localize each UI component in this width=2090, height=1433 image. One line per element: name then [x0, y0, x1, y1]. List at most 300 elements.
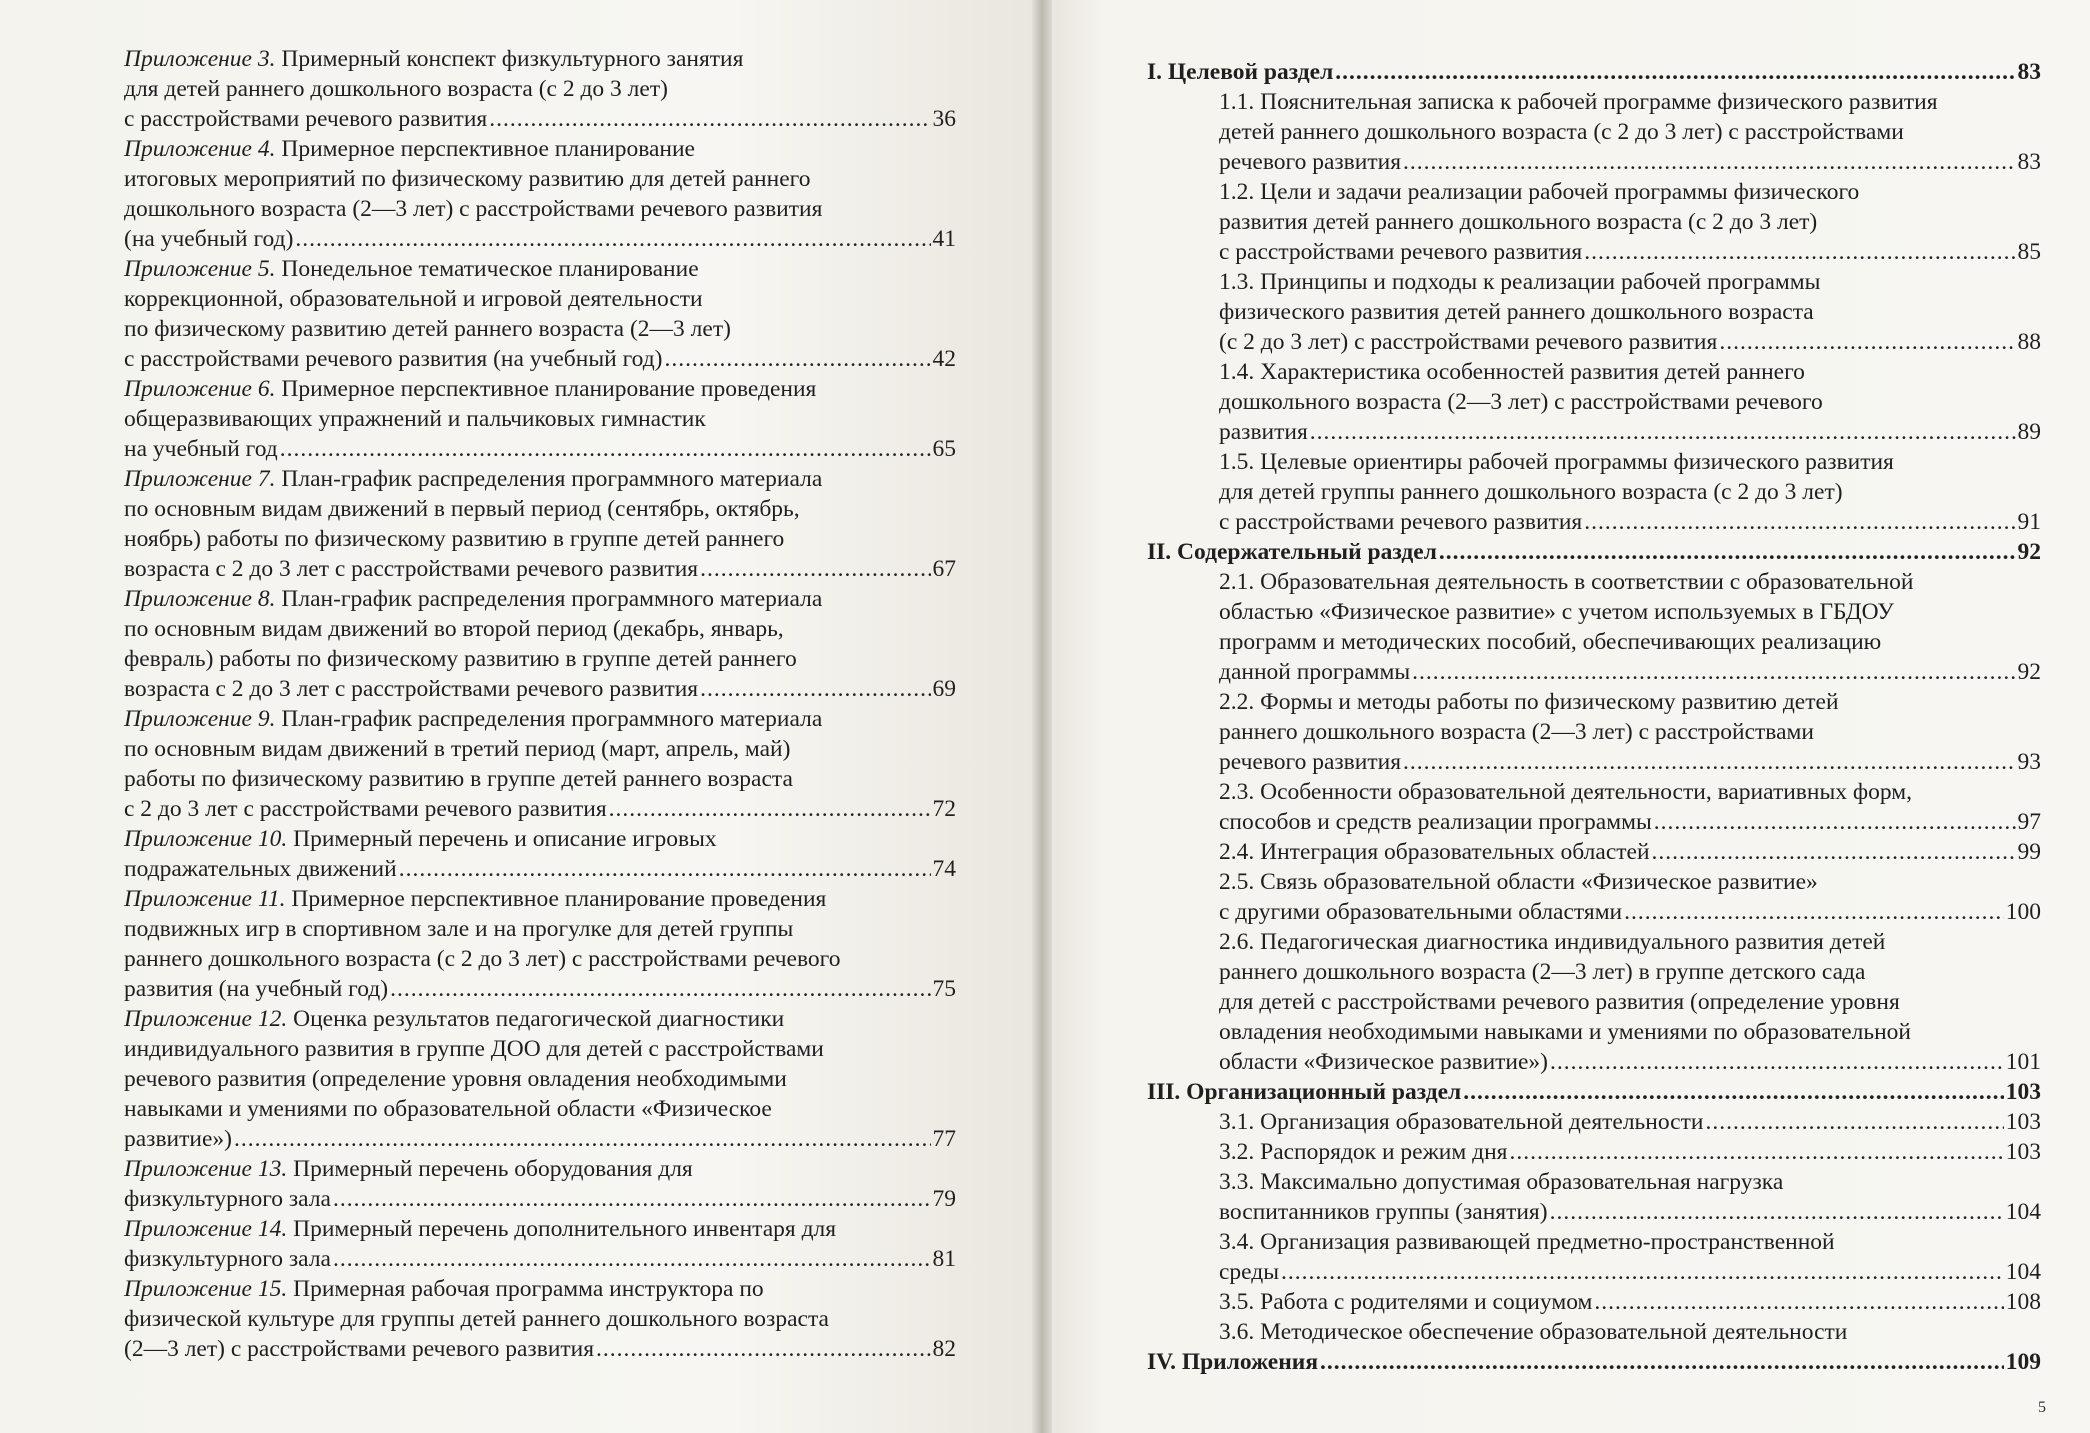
toc-line — [1219, 387, 2041, 417]
toc-line — [124, 1004, 956, 1034]
toc-subsection-entry[interactable] — [1147, 357, 2041, 447]
page-ref: 108 — [2005, 1289, 2041, 1315]
toc-subsection-entry[interactable] — [1147, 777, 2041, 837]
appendix-title: Примерный конспект физкультурного занятия — [275, 46, 744, 72]
toc-line-text: раннего дошкольного возраста (2—3 лет) с расстройствами — [1219, 719, 1814, 745]
dot-leader — [1310, 417, 2016, 447]
toc-line — [124, 1184, 956, 1214]
toc-line — [124, 884, 956, 914]
toc-line-text: 3.3. Максимально допустимая образовательная нагрузка — [1219, 1169, 1784, 1195]
toc-subsection-entry[interactable] — [1147, 567, 2041, 687]
toc-line — [124, 374, 956, 404]
appendix-label: Приложение 3. — [124, 46, 276, 72]
toc-line-text: для детей группы раннего дошкольного возраста (с 2 до 3 лет) — [1219, 479, 1843, 505]
dot-leader — [1550, 1197, 2004, 1227]
toc-line-text: среды — [1219, 1259, 1280, 1285]
appendix-title: Оценка результатов педагогической диагностики — [287, 1006, 785, 1032]
toc-line — [124, 134, 956, 164]
toc-appendix-entry[interactable] — [124, 824, 956, 884]
toc-line-text: раннего дошкольного возраста (2—3 лет) в группе детского сада — [1219, 959, 1866, 985]
page-ref: 97 — [2017, 809, 2041, 835]
toc-section-heading[interactable] — [1147, 1347, 2041, 1377]
appendix-title: Примерное перспективное планирование проведения — [275, 376, 817, 402]
page-ref: 83 — [2017, 59, 2041, 85]
left-page — [0, 0, 1040, 1433]
page-ref: 83 — [2017, 149, 2041, 175]
page-ref: 104 — [2005, 1199, 2041, 1225]
dot-leader — [1463, 1077, 2004, 1107]
toc-line-text: итоговых мероприятий по физическому развитию для детей раннего — [124, 166, 811, 192]
toc-line — [124, 1244, 956, 1274]
page-ref: 79 — [932, 1186, 956, 1212]
toc-line-text: детей раннего дошкольного возраста (с 2 до 3 лет) с расстройствами — [1219, 119, 1904, 145]
toc-line-text: февраль) работы по физическому развитию в группе детей раннего — [124, 646, 797, 672]
appendix-label: Приложение 7. — [124, 466, 276, 492]
page-ref: 41 — [932, 226, 956, 252]
appendix-title: Примерный перечень оборудования для — [287, 1156, 693, 1182]
toc-line — [124, 524, 956, 554]
toc-line-text: физкультурного зала — [124, 1246, 331, 1272]
toc-line-text — [124, 886, 826, 912]
toc-line — [124, 1064, 956, 1094]
toc-line-text: овладения необходимыми навыками и умениями по образовательной — [1219, 1019, 1911, 1045]
toc-line — [124, 344, 956, 374]
toc-appendix-entry[interactable] — [124, 584, 956, 704]
dot-leader — [1594, 1287, 2003, 1317]
toc-section-heading[interactable] — [1147, 537, 2041, 567]
toc-line-text: III. Организационный раздел — [1147, 1079, 1462, 1105]
page-ref: 42 — [932, 346, 956, 372]
toc-line — [124, 104, 956, 134]
toc-line-text: для детей с расстройствами речевого развития (определение уровня — [1219, 989, 1900, 1015]
toc-line-text: 1.3. Принципы и подходы к реализации рабочей программы — [1219, 269, 1821, 295]
toc-line — [124, 734, 956, 764]
toc-line — [124, 644, 956, 674]
toc-line — [1219, 1167, 2041, 1197]
toc-line — [1147, 1347, 2041, 1377]
toc-line — [124, 254, 956, 284]
toc-line-text: по основным видам движений в третий период (март, апрель, май) — [124, 736, 791, 762]
appendix-title: План-график распределения программного материала — [275, 706, 823, 732]
appendix-title: Примерный перечень и описание игровых — [287, 826, 717, 852]
dot-leader — [1705, 1107, 2003, 1137]
toc-line — [1219, 717, 2041, 747]
toc-line-text: с расстройствами речевого развития — [1219, 239, 1583, 265]
toc-line — [1219, 807, 2041, 837]
toc-subsection-entry[interactable] — [1147, 1167, 2041, 1227]
toc-line-text: 3.1. Организация образовательной деятельности — [1219, 1109, 1704, 1135]
toc-subsection-entry[interactable] — [1147, 867, 2041, 927]
toc-appendix-entry[interactable] — [124, 884, 956, 1004]
toc-subsection-entry[interactable] — [1147, 1317, 2041, 1347]
toc-subsection-entry[interactable] — [1147, 447, 2041, 537]
toc-sections — [1147, 57, 2041, 1377]
toc-line-text: с расстройствами речевого развития — [1219, 509, 1583, 535]
right-page — [1044, 0, 2090, 1433]
toc-appendix-entry[interactable] — [124, 44, 956, 134]
toc-line-text: 2.6. Педагогическая диагностика индивидуального развития детей — [1219, 929, 1886, 955]
appendix-label: Приложение 14. — [124, 1216, 288, 1242]
toc-line — [124, 434, 956, 464]
dot-leader — [1624, 897, 2004, 927]
page-ref: 99 — [2017, 839, 2041, 865]
toc-subsection-entry[interactable] — [1147, 837, 2041, 867]
toc-line — [124, 764, 956, 794]
page-ref: 103 — [2005, 1079, 2041, 1105]
toc-line-text — [124, 826, 717, 852]
toc-line-text — [124, 136, 695, 162]
page-ref: 67 — [932, 556, 956, 582]
page-ref: 85 — [2017, 239, 2041, 265]
toc-section-heading[interactable] — [1147, 1077, 2041, 1107]
toc-line — [1147, 537, 2041, 567]
toc-line — [1219, 447, 2041, 477]
toc-line — [1219, 327, 2041, 357]
toc-line-text: развитие») — [124, 1126, 232, 1152]
page-ref: 92 — [2017, 539, 2041, 565]
dot-leader — [1320, 1347, 2004, 1377]
toc-line — [1147, 1077, 2041, 1107]
toc-line-text — [124, 1216, 836, 1242]
toc-appendix-entry[interactable] — [124, 704, 956, 824]
page-ref: 81 — [932, 1246, 956, 1272]
toc-line-text: данной программы — [1219, 659, 1411, 685]
toc-appendix-entry[interactable] — [124, 1214, 956, 1274]
toc-line-text: возраста с 2 до 3 лет с расстройствами речевого развития — [124, 556, 699, 582]
toc-line-text: 2.2. Формы и методы работы по физическому развитию детей — [1219, 689, 1839, 715]
toc-line-text: 1.1. Пояснительная записка к рабочей программе физического развития — [1219, 89, 1938, 115]
book-gutter — [1032, 0, 1052, 1433]
page-ref: 65 — [932, 436, 956, 462]
toc-line — [1219, 1107, 2041, 1137]
toc-line-text — [124, 1276, 764, 1302]
toc-line-text: II. Содержательный раздел — [1147, 539, 1437, 565]
toc-line — [124, 164, 956, 194]
dot-leader — [1509, 1137, 2003, 1167]
toc-line — [124, 494, 956, 524]
toc-line-text — [124, 586, 822, 612]
toc-subsection-entry[interactable] — [1147, 177, 2041, 267]
toc-line-text: 1.5. Целевые ориентиры рабочей программы физического развития — [1219, 449, 1894, 475]
page-ref: 77 — [932, 1126, 956, 1152]
toc-line — [124, 1094, 956, 1124]
toc-line — [124, 974, 956, 1004]
toc-line — [1219, 147, 2041, 177]
toc-subsection-entry[interactable] — [1147, 87, 2041, 177]
toc-line — [124, 824, 956, 854]
page-ref: 93 — [2017, 749, 2041, 775]
toc-line-text: с 2 до 3 лет с расстройствами речевого развития — [124, 796, 607, 822]
toc-line-text: развития (на учебный год) — [124, 976, 389, 1002]
toc-subsection-entry[interactable] — [1147, 1107, 2041, 1137]
toc-line-text: по основным видам движений во второй период (декабрь, январь, — [124, 616, 784, 642]
toc-line — [1219, 237, 2041, 267]
toc-line — [1219, 177, 2041, 207]
toc-line-text: IV. Приложения — [1147, 1349, 1319, 1375]
toc-line-text: 1.2. Цели и задачи реализации рабочей программы физического — [1219, 179, 1860, 205]
toc-line — [1219, 687, 2041, 717]
toc-line — [124, 794, 956, 824]
toc-line-text: дошкольного возраста (2—3 лет) с расстройствами речевого развития — [124, 196, 823, 222]
toc-line — [124, 1034, 956, 1064]
toc-appendix-entry[interactable] — [124, 1154, 956, 1214]
toc-line — [1219, 987, 2041, 1017]
toc-line — [124, 854, 956, 884]
page-ref: 91 — [2017, 509, 2041, 535]
toc-line — [124, 1304, 956, 1334]
toc-section-heading[interactable] — [1147, 57, 2041, 87]
dot-leader — [1652, 837, 2016, 867]
appendix-label: Приложение 13. — [124, 1156, 288, 1182]
toc-line — [124, 194, 956, 224]
toc-line — [124, 314, 956, 344]
toc-line — [1219, 297, 2041, 327]
toc-line — [1219, 477, 2041, 507]
toc-line — [124, 1334, 956, 1364]
toc-line — [1219, 117, 2041, 147]
toc-appendix-entry[interactable] — [124, 254, 956, 374]
toc-subsection-entry[interactable] — [1147, 687, 2041, 777]
toc-line-text: на учебный год — [124, 436, 278, 462]
page-ref: 82 — [932, 1336, 956, 1362]
toc-line-text: индивидуального развития в группе ДОО для детей с расстройствами — [124, 1036, 824, 1062]
toc-subsection-entry[interactable] — [1147, 1137, 2041, 1167]
appendix-title: Понедельное тематическое планирование — [275, 256, 699, 282]
toc-line-text: 3.6. Методическое обеспечение образовательной деятельности — [1219, 1319, 1848, 1345]
appendix-label: Приложение 8. — [124, 586, 276, 612]
toc-subsection-entry[interactable] — [1147, 1287, 2041, 1317]
toc-line-text: речевого развития — [1219, 749, 1401, 775]
dot-leader — [664, 344, 930, 374]
toc-line-text: физкультурного зала — [124, 1186, 331, 1212]
dot-leader — [700, 554, 930, 584]
appendix-label: Приложение 5. — [124, 256, 276, 282]
toc-line — [124, 44, 956, 74]
toc-line-text: 1.4. Характеристика особенностей развития детей раннего — [1219, 359, 1805, 385]
appendix-title: Примерное перспективное планирование — [275, 136, 695, 162]
toc-line — [1219, 1197, 2041, 1227]
toc-line-text: 2.1. Образовательная деятельность в соответствии с образовательной — [1219, 569, 1914, 595]
toc-line-text: (2—3 лет) с расстройствами речевого развития — [124, 1336, 595, 1362]
toc-line-text: раннего дошкольного возраста (с 2 до 3 лет) с расстройствами речевого — [124, 946, 841, 972]
toc-line-text — [124, 46, 743, 72]
page-ref: 75 — [932, 976, 956, 1002]
toc-line-text: для детей раннего дошкольного возраста (с 2 до 3 лет) — [124, 76, 668, 102]
toc-line-text: по основным видам движений в первый период (сентябрь, октябрь, — [124, 496, 800, 522]
toc-line — [124, 914, 956, 944]
toc-line-text: развития — [1219, 419, 1308, 445]
dot-leader — [1719, 327, 2015, 357]
toc-line-text: 2.3. Особенности образовательной деятельности, вариативных форм, — [1219, 779, 1912, 805]
dot-leader — [1654, 807, 2016, 837]
toc-line-text — [124, 376, 816, 402]
appendix-label: Приложение 4. — [124, 136, 276, 162]
toc-line — [1147, 57, 2041, 87]
toc-line — [124, 614, 956, 644]
toc-line-text: работы по физическому развитию в группе детей раннего возраста — [124, 766, 793, 792]
toc-line-text: 2.4. Интеграция образовательных областей — [1219, 839, 1650, 865]
dot-leader — [1335, 57, 2015, 87]
toc-line-text: возраста с 2 до 3 лет с расстройствами речевого развития — [124, 676, 699, 702]
toc-line-text: программ и методических пособий, обеспечивающих реализацию — [1219, 629, 1882, 655]
toc-line-text: области «Физическое развитие») — [1219, 1049, 1548, 1075]
toc-appendices — [124, 44, 956, 1364]
toc-line — [124, 1274, 956, 1304]
toc-line-text — [124, 1156, 693, 1182]
toc-line — [124, 1154, 956, 1184]
page-ref: 36 — [932, 106, 956, 132]
toc-line — [124, 74, 956, 104]
dot-leader — [700, 674, 930, 704]
toc-line — [1219, 627, 2041, 657]
appendix-title: План-график распределения программного материала — [275, 466, 823, 492]
appendix-label: Приложение 11. — [124, 886, 286, 912]
dot-leader — [399, 854, 931, 884]
page-ref: 101 — [2005, 1049, 2041, 1075]
page-ref: 92 — [2017, 659, 2041, 685]
toc-line — [124, 404, 956, 434]
dot-leader — [1550, 1047, 2004, 1077]
toc-line-text: речевого развития (определение уровня овладения необходимыми — [124, 1066, 787, 1092]
toc-line-text: с расстройствами речевого развития — [124, 106, 488, 132]
toc-line-text: дошкольного возраста (2—3 лет) с расстройствами речевого — [1219, 389, 1823, 415]
toc-line — [124, 584, 956, 614]
appendix-label: Приложение 12. — [124, 1006, 288, 1032]
toc-line — [1219, 1287, 2041, 1317]
toc-line-text: способов и средств реализации программы — [1219, 809, 1652, 835]
toc-line-text — [124, 256, 699, 282]
toc-subsection-entry[interactable] — [1147, 267, 2041, 357]
toc-line-text: 3.5. Работа с родителями и социумом — [1219, 1289, 1593, 1315]
toc-line — [124, 554, 956, 584]
appendix-label: Приложение 10. — [124, 826, 288, 852]
appendix-label: Приложение 9. — [124, 706, 276, 732]
toc-line-text — [124, 706, 822, 732]
appendix-title: Примерная рабочая программа инструктора по — [287, 1276, 764, 1302]
dot-leader — [333, 1244, 931, 1274]
page-number: 5 — [2038, 1399, 2046, 1416]
toc-line — [1219, 927, 2041, 957]
appendix-label: Приложение 6. — [124, 376, 276, 402]
appendix-title: План-график распределения программного материала — [275, 586, 823, 612]
toc-line-text: подражательных движений — [124, 856, 397, 882]
dot-leader — [1281, 1257, 2004, 1287]
toc-line — [1219, 567, 2041, 597]
dot-leader — [1403, 747, 2016, 777]
toc-line-text: речевого развития — [1219, 149, 1401, 175]
toc-line — [1219, 837, 2041, 867]
toc-line-text: (с 2 до 3 лет) с расстройствами речевого развития — [1219, 329, 1718, 355]
toc-appendix-entry[interactable] — [124, 374, 956, 464]
appendix-label: Приложение 15. — [124, 1276, 288, 1302]
appendix-title: Примерное перспективное планирование проведения — [285, 886, 827, 912]
dot-leader — [1584, 507, 2015, 537]
dot-leader — [1403, 147, 2016, 177]
page-ref: 104 — [2005, 1259, 2041, 1285]
toc-line — [124, 224, 956, 254]
page-ref: 103 — [2005, 1139, 2041, 1165]
toc-line-text: навыками и умениями по образовательной области «Физическое — [124, 1096, 772, 1122]
page-ref: 72 — [932, 796, 956, 822]
toc-line-text: 3.4. Организация развивающей предметно-пространственной — [1219, 1229, 1835, 1255]
toc-line-text: областью «Физическое развитие» с учетом используемых в ГБДОУ — [1219, 599, 1894, 625]
toc-line-text: воспитанников группы (занятия) — [1219, 1199, 1548, 1225]
dot-leader — [390, 974, 930, 1004]
toc-line-text: с другими образовательными областями — [1219, 899, 1623, 925]
toc-line — [1219, 267, 2041, 297]
page-ref: 69 — [932, 676, 956, 702]
appendix-title: Примерный перечень дополнительного инвентаря для — [287, 1216, 837, 1242]
toc-line — [124, 1124, 956, 1154]
dot-leader — [1584, 237, 2015, 267]
toc-line — [1219, 867, 2041, 897]
toc-line-text: развития детей раннего дошкольного возраста (с 2 до 3 лет) — [1219, 209, 1818, 235]
toc-line-text: 3.2. Распорядок и режим дня — [1219, 1139, 1508, 1165]
toc-line — [1219, 87, 2041, 117]
dot-leader — [333, 1184, 931, 1214]
toc-line-text — [124, 1006, 784, 1032]
toc-line-text: общеразвивающих упражнений и пальчиковых гимнастик — [124, 406, 706, 432]
toc-line-text: физического развития детей раннего дошкольного возраста — [1219, 299, 1814, 325]
toc-line — [1219, 747, 2041, 777]
toc-line-text: подвижных игр в спортивном зале и на прогулке для детей группы — [124, 916, 794, 942]
toc-line — [1219, 207, 2041, 237]
toc-line — [1219, 1227, 2041, 1257]
toc-line — [124, 464, 956, 494]
dot-leader — [596, 1334, 930, 1364]
toc-line — [124, 674, 956, 704]
toc-line — [1219, 1257, 2041, 1287]
dot-leader — [280, 434, 931, 464]
dot-leader — [1439, 537, 2016, 567]
toc-appendix-entry[interactable] — [124, 1004, 956, 1154]
toc-appendix-entry[interactable] — [124, 1274, 956, 1364]
toc-line — [124, 944, 956, 974]
dot-leader — [295, 224, 930, 254]
toc-subsection-entry[interactable] — [1147, 927, 2041, 1077]
toc-line — [1219, 1317, 2041, 1347]
toc-line-text: физической культуре для группы детей раннего дошкольного возраста — [124, 1306, 829, 1332]
page-ref: 109 — [2005, 1349, 2041, 1375]
toc-line-text: по физическому развитию детей раннего возраста (2—3 лет) — [124, 316, 731, 342]
dot-leader — [609, 794, 931, 824]
toc-line-text: с расстройствами речевого развития (на учебный год) — [124, 346, 663, 372]
toc-appendix-entry[interactable] — [124, 134, 956, 254]
dot-leader — [1412, 657, 2015, 687]
toc-line — [1219, 657, 2041, 687]
dot-leader — [234, 1124, 931, 1154]
toc-line — [124, 704, 956, 734]
page-ref: 88 — [2017, 329, 2041, 355]
toc-line — [1219, 507, 2041, 537]
toc-line — [1219, 897, 2041, 927]
toc-line-text: 2.5. Связь образовательной области «Физическое развитие» — [1219, 869, 1818, 895]
toc-line — [1219, 417, 2041, 447]
dot-leader — [489, 104, 930, 134]
toc-line-text — [124, 466, 822, 492]
toc-line — [1219, 777, 2041, 807]
page-ref: 103 — [2005, 1109, 2041, 1135]
page-ref: 74 — [932, 856, 956, 882]
toc-subsection-entry[interactable] — [1147, 1227, 2041, 1287]
page-ref: 100 — [2005, 899, 2041, 925]
toc-line — [124, 1214, 956, 1244]
toc-appendix-entry[interactable] — [124, 464, 956, 584]
toc-line-text: ноябрь) работы по физическому развитию в группе детей раннего — [124, 526, 785, 552]
toc-line — [1219, 957, 2041, 987]
toc-line — [1219, 1017, 2041, 1047]
toc-line — [1219, 357, 2041, 387]
